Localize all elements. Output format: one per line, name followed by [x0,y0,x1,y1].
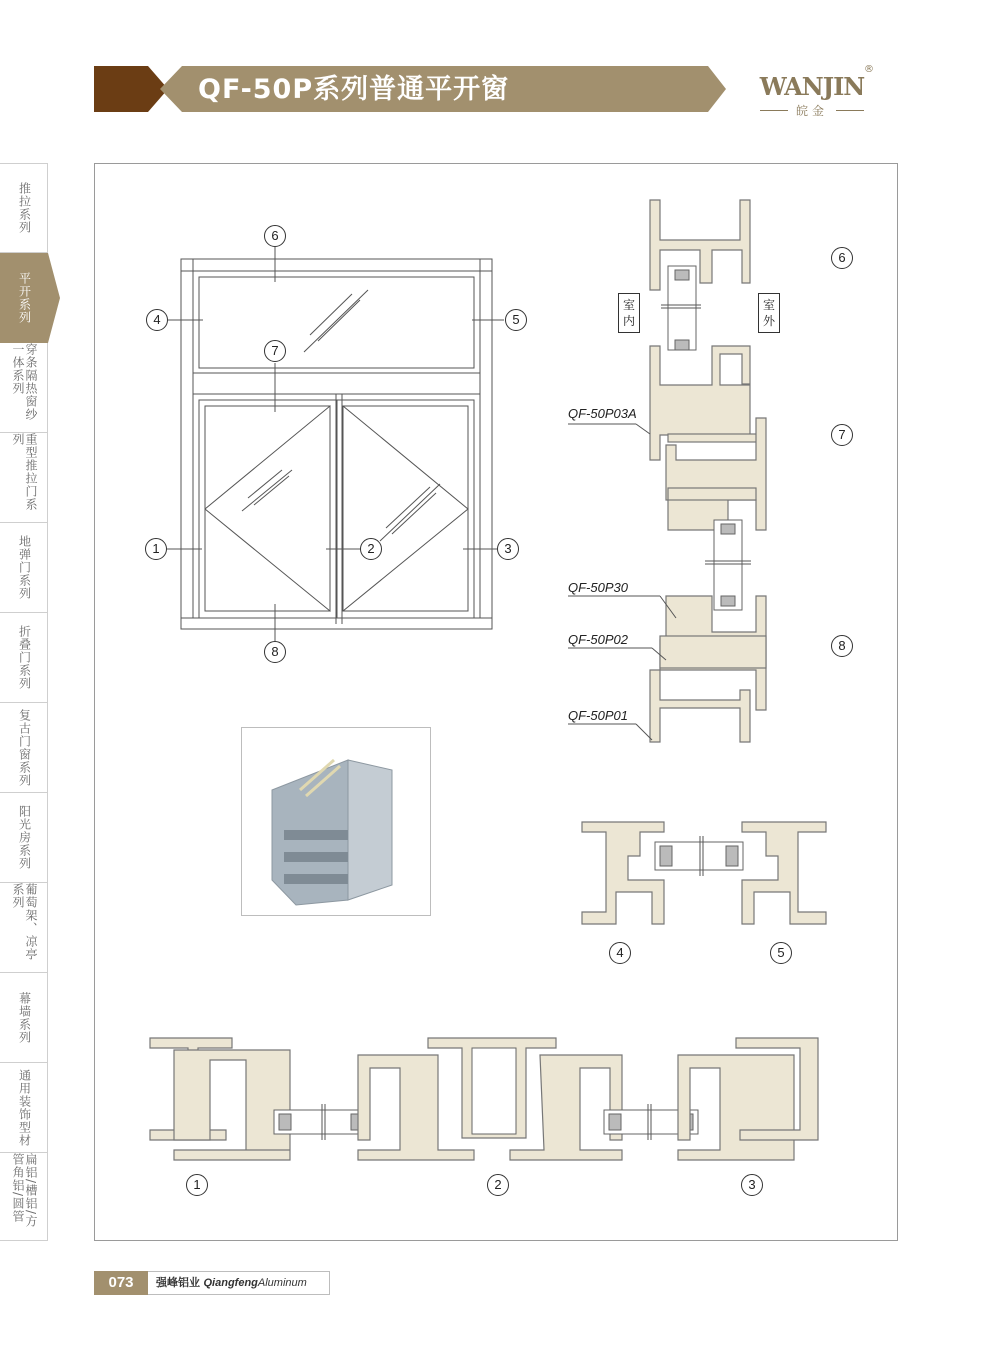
sidebar-item-label: 复古门窗系列 [17,708,32,787]
callout-3-section: 3 [741,1174,763,1196]
window-elevation [167,247,504,641]
sidebar-item-label: 葡萄架、凉亭系列 [11,883,38,961]
bottom-sections [150,1038,818,1160]
sidebar-item-label: 地弹门系列 [17,535,32,600]
profile-code-p03a: QF-50P03A [568,406,637,421]
callout-2-section: 2 [487,1174,509,1196]
logo-subtext: 皖金 [795,104,828,118]
page-title: QF-50P系列普通平开窗 [198,74,510,105]
sidebar-item-label: 重型推拉门系列 [11,433,38,511]
company-name [148,1271,330,1295]
profile-code-p02: QF-50P02 [568,632,628,647]
registered-mark: ® [864,64,874,75]
callout-2: 2 [360,538,382,560]
sidebar-item-label: 推拉系列 [17,182,32,234]
sidebar-item-label: 幕墙系列 [17,991,32,1044]
callout-6: 6 [264,225,286,247]
company-name-en-2: Aluminum [257,1277,307,1289]
company-name-cn: 强峰铝业 [156,1276,200,1289]
callout-5-section: 5 [770,942,792,964]
vertical-section [568,200,766,742]
sidebar-item-label: 穿条隔热窗纱一体系列 [11,343,38,421]
page-number: 073 [94,1271,148,1295]
profile-code-p30: QF-50P30 [568,580,628,595]
callout-5: 5 [505,309,527,331]
callout-1-section: 1 [186,1174,208,1196]
callout-8: 8 [264,641,286,663]
callout-7: 7 [264,340,286,362]
callout-8-section: 8 [831,635,853,657]
indoor-label: 室内 [618,293,640,333]
outdoor-label: 室外 [758,293,780,333]
sidebar-item-label: 扁铝/槽铝/方管角铝/圆管 [11,1153,38,1229]
callout-3: 3 [497,538,519,560]
callout-1: 1 [145,538,167,560]
callout-4-section: 4 [609,942,631,964]
sidebar-item-label: 通用装饰型材 [17,1068,32,1147]
sidebar-item-label: 折叠门系列 [17,625,32,690]
callout-4: 4 [146,309,168,331]
logo-text: WANJIN [759,72,865,101]
side-sections [582,822,826,924]
sidebar-item-label: 平开系列 [17,272,32,324]
callout-7-section: 7 [831,424,853,446]
profile-photo [241,727,431,916]
company-name-en: Qiangfeng [203,1277,258,1289]
sidebar-item-label: 阳光房系列 [17,805,32,870]
callout-6-section: 6 [831,247,853,269]
profile-code-p01: QF-50P01 [568,708,628,723]
